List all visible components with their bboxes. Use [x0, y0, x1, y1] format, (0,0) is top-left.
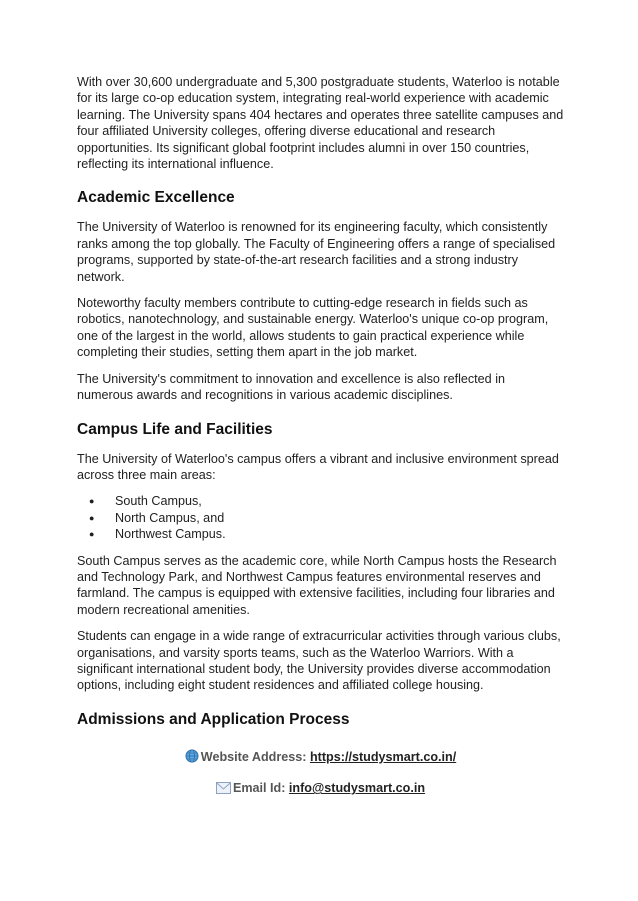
intro-paragraph: With over 30,600 undergraduate and 5,300 postgraduate students, Waterloo is notable for its large co-op education system, integrating real-world experience with academic learning. The University spans 404 hectares and operates three satellite campuses and four affiliated University colleges, offering diverse educational and research opportunities. Its significant global footprint includes alumni in over 150 countries, reflecting its international influence.: [77, 75, 564, 172]
email-link[interactable]: info@studysmart.co.in: [288, 781, 426, 796]
website-label: Website Address:: [200, 749, 307, 764]
website-link[interactable]: https://studysmart.co.in/: [309, 749, 457, 764]
email-label: Email Id:: [232, 781, 286, 796]
academic-heading: Academic Excellence: [77, 189, 235, 207]
admissions-heading: Admissions and Application Process: [77, 710, 350, 728]
campus-paragraph-3: Students can engage in a wide range of extracurricular activities through various clubs, organisations, and varsity sports teams, such as the Waterloo Warriors. With a significant international student body, the University provides diverse accommodation options, including eight student residences and affiliated college housing.: [77, 629, 561, 693]
campus-heading: Campus Life and Facilities: [77, 420, 273, 438]
campus-paragraph-2: South Campus serves as the academic core, while North Campus hosts the Research and Technology Park, and Northwest Campus features environmental reserves and farmland. The campus is equipped with extensive facilities, including four libraries and modern recreational amenities.: [77, 553, 557, 617]
academic-paragraph-1: The University of Waterloo is renowned for its engineering faculty, which consistently ranks among the top globally. The Faculty of Engineering offers a range of specialised programs, supported by state-of-the-art research facilities and a strong industry network.: [77, 220, 556, 284]
campus-list: [77, 493, 564, 542]
campus-paragraph-1: The University of Waterloo's campus offers a vibrant and inclusive environment spread across three main areas:: [77, 451, 559, 482]
contact-block: [77, 749, 564, 799]
list-item: ● Northwest Campus.: [115, 526, 564, 542]
email-line: [77, 780, 564, 798]
academic-paragraph-3: The University's commitment to innovation and excellence is also reflected in numerous awards and recognitions in various academic disciplines.: [77, 371, 505, 403]
website-line: [77, 749, 564, 767]
envelope-icon: [216, 782, 231, 798]
globe-icon: [185, 749, 199, 767]
list-item: ● South Campus,: [115, 493, 564, 509]
academic-paragraph-2: Noteworthy faculty members contribute to cutting-edge research in fields such as robotics, nanotechnology, and sustainable energy. Waterloo's unique co-op program, one of the largest in the world, allows students to gain practical experience while completing their studies, setting them apart in the job market.: [77, 296, 549, 360]
list-item: ● North Campus, and: [115, 510, 564, 526]
